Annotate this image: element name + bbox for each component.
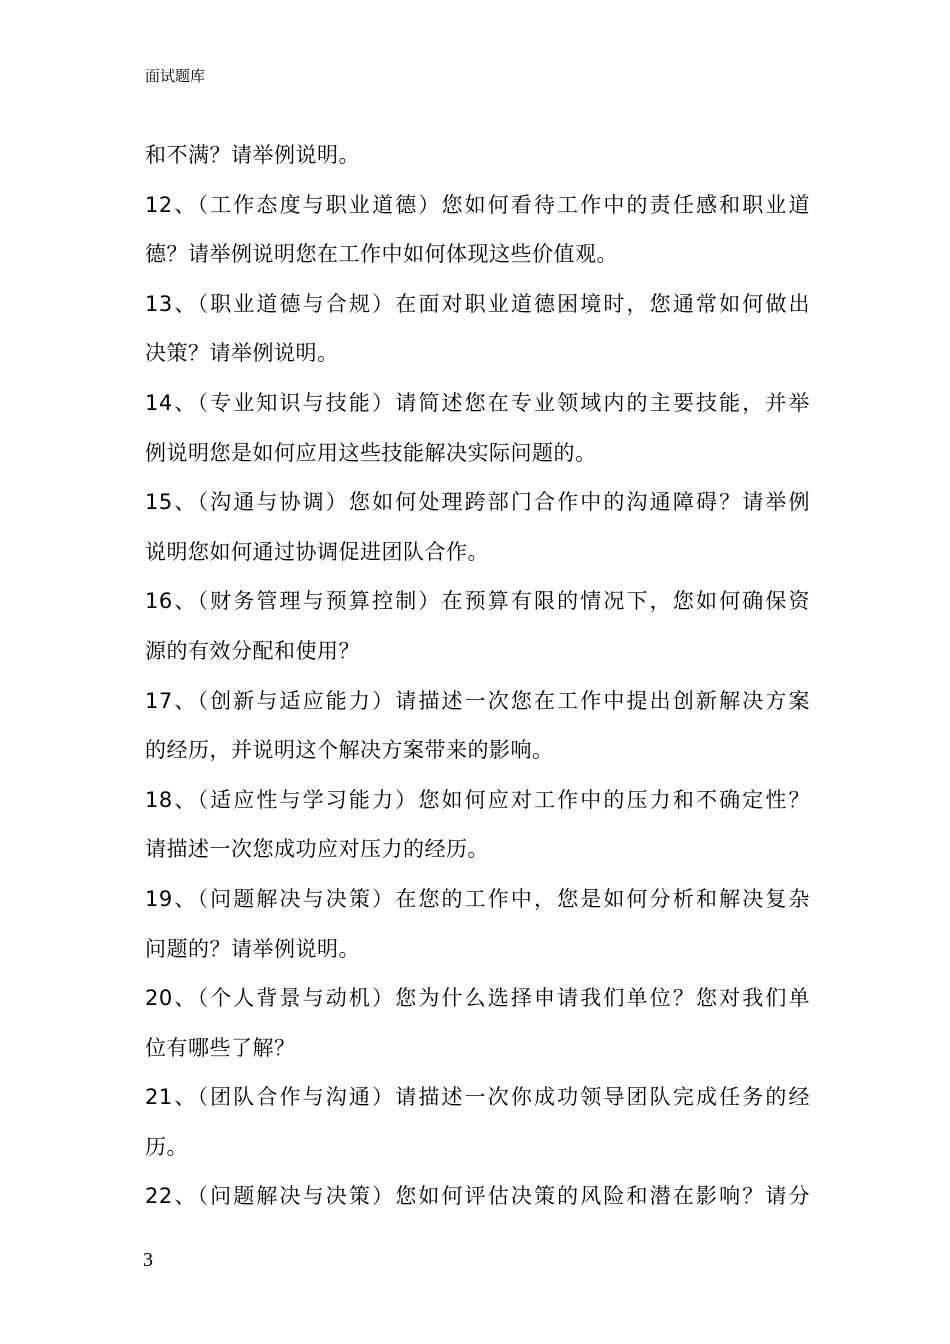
question-21-line-1: 21、（团队合作与沟通）请描述一次你成功领导团队完成任务的经 (145, 1085, 810, 1110)
question-13-line-2: 决策？请举例说明。 (145, 341, 339, 366)
question-19-line-1: 19、（问题解决与决策）在您的工作中，您是如何分析和解决复杂 (145, 886, 810, 911)
question-13-line-1: 13、（职业道德与合规）在面对职业道德困境时，您通常如何做出 (145, 291, 810, 316)
question-21-line-2: 历。 (145, 1134, 188, 1159)
question-14-line-2: 例说明您是如何应用这些技能解决实际问题的。 (145, 440, 597, 465)
question-19-line-2: 问题的？请举例说明。 (145, 936, 360, 961)
document-header-title: 面试题库 (145, 67, 206, 85)
question-14-line-1: 14、（专业知识与技能）请简述您在专业领域内的主要技能，并举 (145, 390, 810, 415)
question-17-line-1: 17、（创新与适应能力）请描述一次您在工作中提出创新解决方案 (145, 688, 810, 713)
question-15-line-1: 15、（沟通与协调）您如何处理跨部门合作中的沟通障碍？请举例 (145, 490, 810, 515)
page-number: 3 (143, 1249, 153, 1271)
question-16-line-1: 16、（财务管理与预算控制）在预算有限的情况下，您如何确保资 (145, 589, 810, 614)
question-12-line-2: 德？请举例说明您在工作中如何体现这些价值观。 (145, 242, 618, 267)
question-17-line-2: 的经历，并说明这个解决方案带来的影响。 (145, 738, 554, 763)
question-list (145, 131, 810, 1222)
question-20-line-2: 位有哪些了解？ (145, 1035, 296, 1060)
question-12-line-1: 12、（工作态度与职业道德）您如何看待工作中的责任感和职业道 (145, 192, 810, 217)
question-18-line-1: 18、（适应性与学习能力）您如何应对工作中的压力和不确定性？ (145, 787, 810, 812)
question-16-line-2: 源的有效分配和使用？ (145, 638, 360, 663)
question-18-line-2: 请描述一次您成功应对压力的经历。 (145, 837, 489, 862)
text-line: 和不满？请举例说明。 (145, 143, 360, 167)
question-15-line-2: 说明您如何通过协调促进团队合作。 (145, 539, 489, 564)
question-22-line-1: 22、（问题解决与决策）您如何评估决策的风险和潜在影响？请分 (145, 1184, 810, 1209)
question-20-line-1: 20、（个人背景与动机）您为什么选择申请我们单位？您对我们单 (145, 986, 810, 1011)
